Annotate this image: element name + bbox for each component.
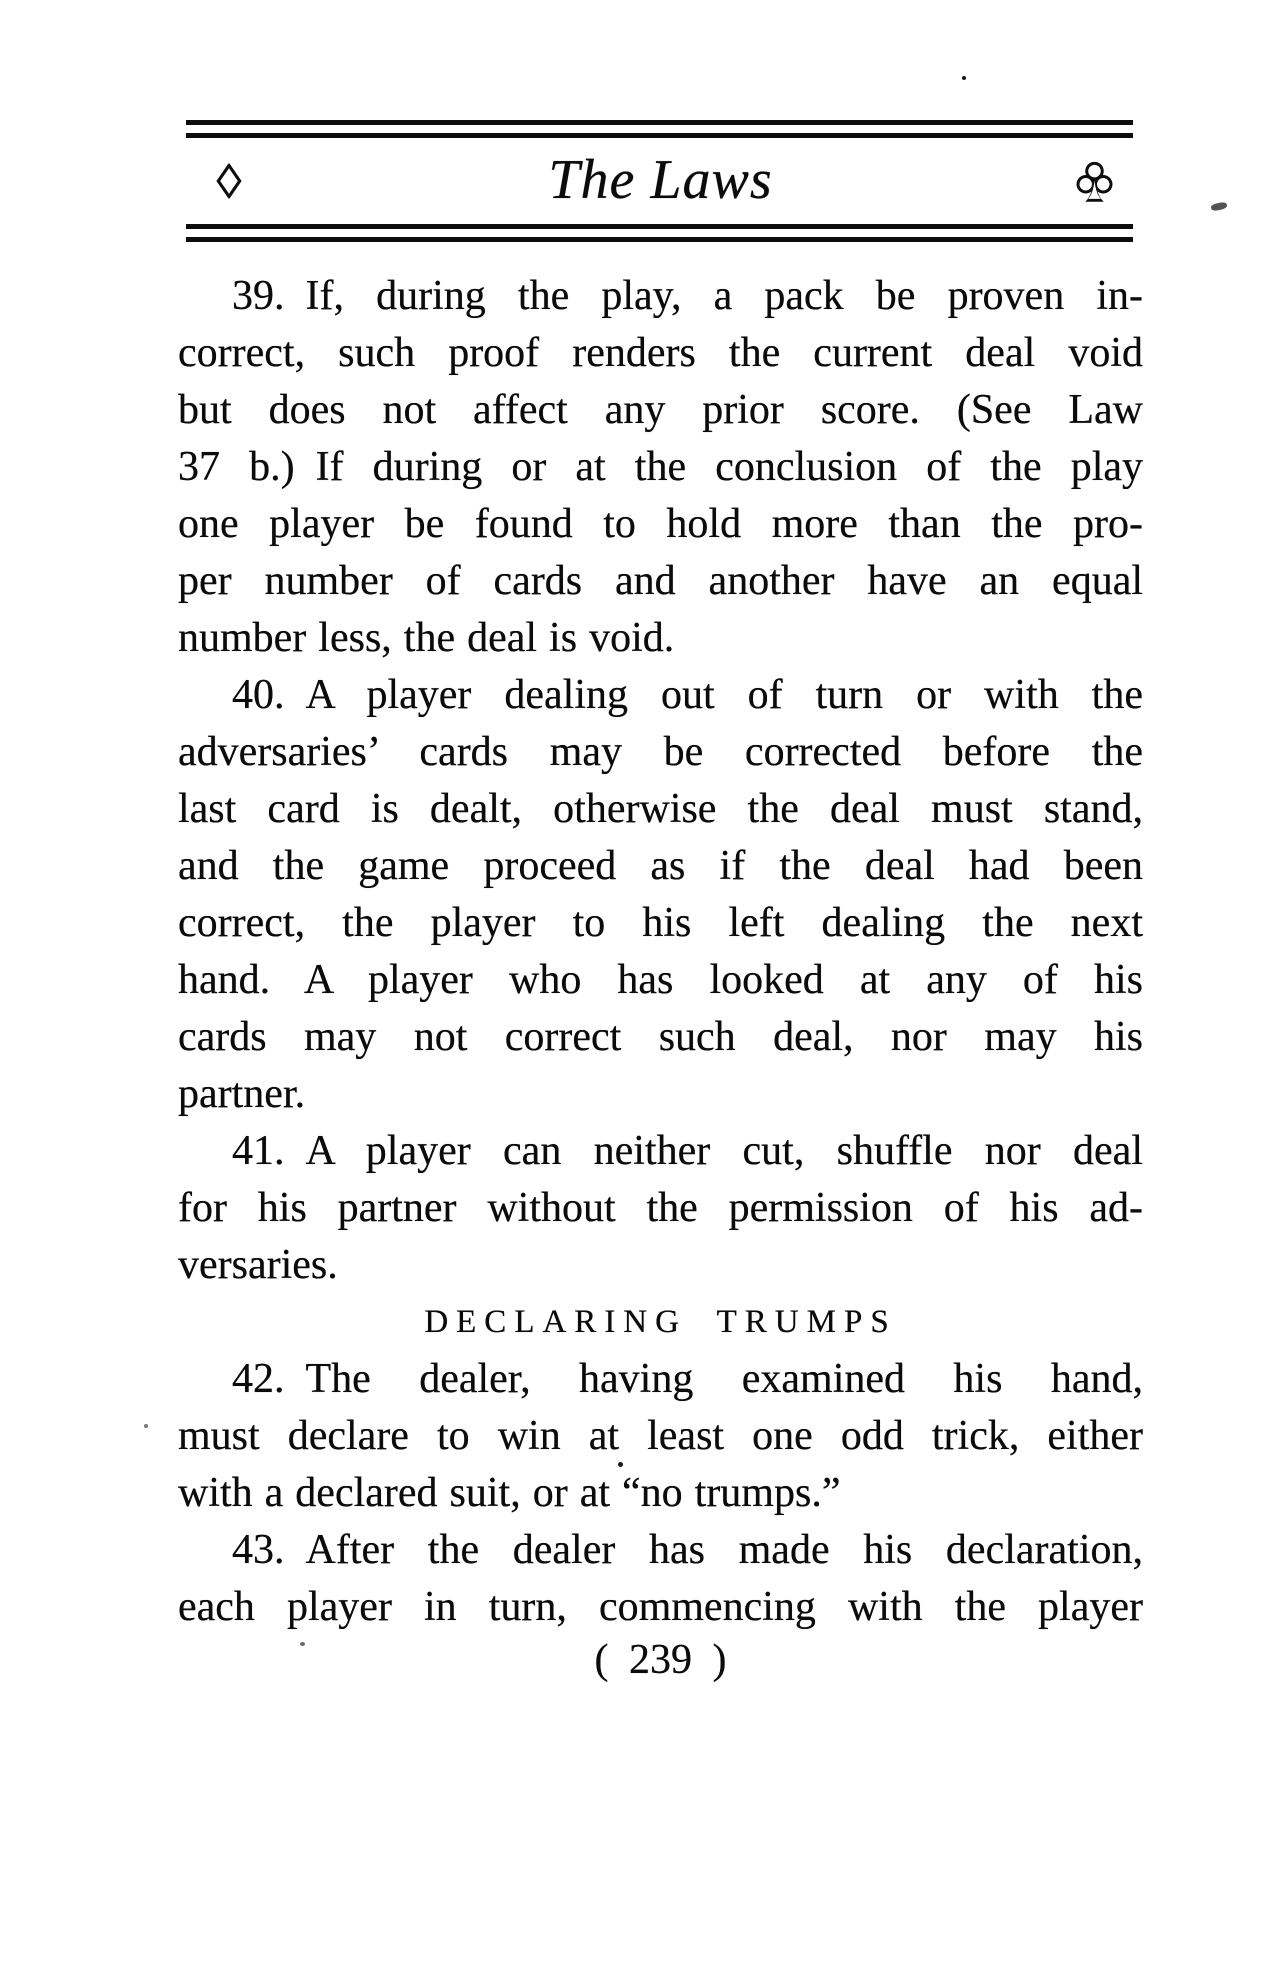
laws-text: [178, 268, 1143, 1689]
text-line: per number of cards and another have an equal: [178, 558, 1143, 604]
header-rule-top: [186, 120, 1133, 138]
text-line: 42. The dealer, having examined his hand,: [232, 1356, 1143, 1402]
text-line: 39. If, during the play, a pack be proven in-: [232, 273, 1143, 319]
text-line: with a declared suit, or at “no trumps.”: [178, 1470, 841, 1516]
text-line: hand. A player who has looked at any of his: [178, 957, 1143, 1003]
text-line: correct, such proof renders the current deal void: [178, 330, 1143, 376]
text-line: cards may not correct such deal, nor may his: [178, 1014, 1143, 1060]
text-line: 37 b.) If during or at the conclusion of the play: [178, 444, 1143, 490]
text-line: partner.: [178, 1071, 306, 1117]
text-line: adversaries’ cards may be corrected before the: [178, 729, 1143, 775]
text-line: for his partner without the permission of his ad-: [178, 1185, 1143, 1231]
text-line: but does not affect any prior score. (See Law: [178, 387, 1143, 433]
ink-speck: [144, 1424, 148, 1428]
text-line: correct, the player to his left dealing the next: [178, 900, 1143, 946]
ink-speck: [1210, 201, 1227, 211]
text-line: each player in turn, commencing with the player: [178, 1584, 1143, 1630]
section-heading: DECLARING TRUMPS: [424, 1304, 897, 1340]
text-line: last card is dealt, otherwise the deal must stand,: [178, 786, 1143, 832]
page-title: The Laws: [548, 148, 773, 211]
text-line: and the game proceed as if the deal had been: [178, 843, 1143, 889]
text-line: 40. A player dealing out of turn or with the: [232, 672, 1143, 718]
page-header: [178, 138, 1143, 224]
header-rule-bottom: [186, 224, 1133, 242]
ink-speck: [300, 1642, 305, 1646]
text-line: 43. After the dealer has made his declaration,: [232, 1527, 1143, 1573]
text-line: number less, the deal is void.: [178, 615, 675, 661]
text-line: versaries.: [178, 1242, 338, 1288]
text-line: 41. A player can neither cut, shuffle nor deal: [232, 1128, 1143, 1174]
text-line: one player be found to hold more than the pro-: [178, 501, 1143, 547]
club-suit-icon: [1076, 161, 1113, 204]
text-line: must declare to win at least one odd trick, either: [178, 1413, 1143, 1459]
page-number: ( 239 ): [594, 1637, 727, 1683]
ink-speck: [618, 1462, 623, 1467]
page-content: [178, 120, 1143, 1689]
ink-speck: [962, 76, 966, 80]
